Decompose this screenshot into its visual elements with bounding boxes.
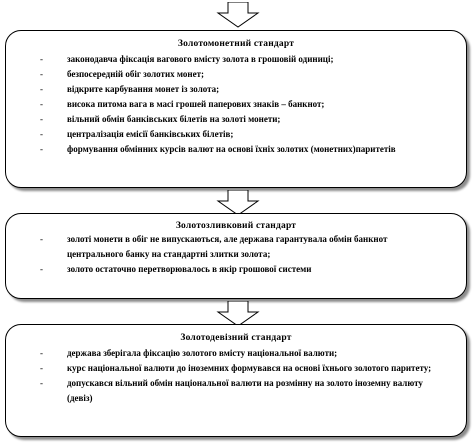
list-item: - держава зберігала фіксацію золотого вмісту національної валюти; — [40, 348, 338, 358]
list-item: - безпосередній обіг золотих монет; — [40, 69, 205, 79]
list-item: - курс національної валюти до іноземних формувався на основі їхнього золотого паритету; — [40, 363, 432, 373]
block-items-list — [6, 346, 466, 406]
gold-bullion-standard-block — [5, 213, 467, 299]
list-item: - допускався вільний обмін національної валюти на розмінну на золото іноземну валюту (девіз) — [40, 378, 423, 403]
block-items-list — [6, 232, 466, 277]
list-item: - централізація емісії банківських білетів; — [40, 129, 234, 139]
block-title: Золотозливковий стандарт — [175, 221, 297, 231]
list-item: - висока питома вага в масі грошей паперових знаків – банкнот; — [40, 99, 325, 109]
list-item: - золото остаточно перетворювалось в якір грошової системи — [40, 264, 312, 274]
list-item: - законодавча фіксація вагового вмісту золота в грошовій одиниці; — [40, 54, 334, 64]
list-item: - відкрите карбування монет із золота; — [40, 84, 220, 94]
gold-exchange-standard-block — [5, 324, 467, 437]
top-down-arrow — [216, 2, 260, 28]
block-items-list — [6, 52, 466, 157]
list-item: - золоті монети в обіг не випускаються, але держава гарантувала обмін банкнот центрального банку на стандартні злитки золота; — [40, 234, 388, 259]
list-item: - формування обмінних курсів валют на основі їхніх золотих (монетних)паритетів — [40, 144, 396, 154]
block-title: Золотомонетний стандарт — [177, 39, 295, 49]
gold-coin-standard-block — [5, 30, 467, 188]
block-title: Золотодевізний стандарт — [180, 333, 292, 343]
list-item: - вільний обмін банківських білетів на золоті монети; — [40, 114, 281, 124]
